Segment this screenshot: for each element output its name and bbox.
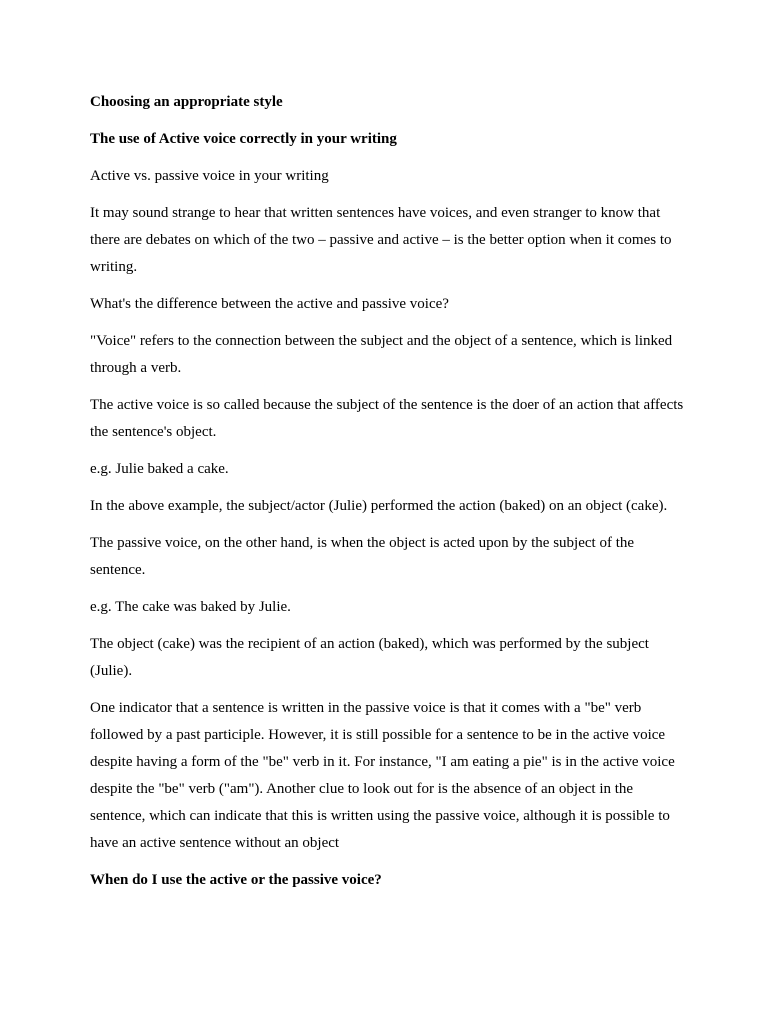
paragraph-passive-example: e.g. The cake was baked by Julie. — [90, 599, 291, 615]
paragraph-question: What's the difference between the active and passive voice? — [90, 296, 449, 312]
document-page — [90, 89, 690, 904]
paragraph-indicator: One indicator that a sentence is written in the passive voice is that it comes with a "be" verb followed by a past participle. However, it is still possible for a sentence to be in the active voice despite having a form of the "be" verb in it. For instance, "I am eating a pie" is in the active voice despite the "be" verb ("am"). Another clue to look out for is the absence of an object in the sentence, which can indicate that this is written using the passive voice, although it is possible to have an active sentence without an object — [90, 700, 675, 851]
paragraph-passive-explanation: The object (cake) was the recipient of an action (baked), which was performed by the subject (Julie). — [90, 636, 649, 679]
paragraph-intro-label: Active vs. passive voice in your writing — [90, 168, 329, 184]
paragraph-active-explanation: In the above example, the subject/actor (Julie) performed the action (baked) on an object (cake). — [90, 498, 668, 514]
final-heading: When do I use the active or the passive voice? — [90, 872, 382, 888]
paragraph-intro: It may sound strange to hear that written sentences have voices, and even stranger to know that there are debates on which of the two – passive and active – is the better option when it comes to writing. — [90, 205, 672, 275]
document-title: Choosing an appropriate style — [90, 94, 283, 110]
paragraph-active-voice: The active voice is so called because the subject of the sentence is the doer of an action that affects the sentence's object. — [90, 397, 684, 440]
paragraph-voice-definition: "Voice" refers to the connection between the subject and the object of a sentence, which is linked through a verb. — [90, 333, 673, 376]
section-heading: The use of Active voice correctly in your writing — [90, 131, 397, 147]
paragraph-active-example: e.g. Julie baked a cake. — [90, 461, 229, 477]
paragraph-passive-voice: The passive voice, on the other hand, is when the object is acted upon by the subject of the sentence. — [90, 535, 635, 578]
